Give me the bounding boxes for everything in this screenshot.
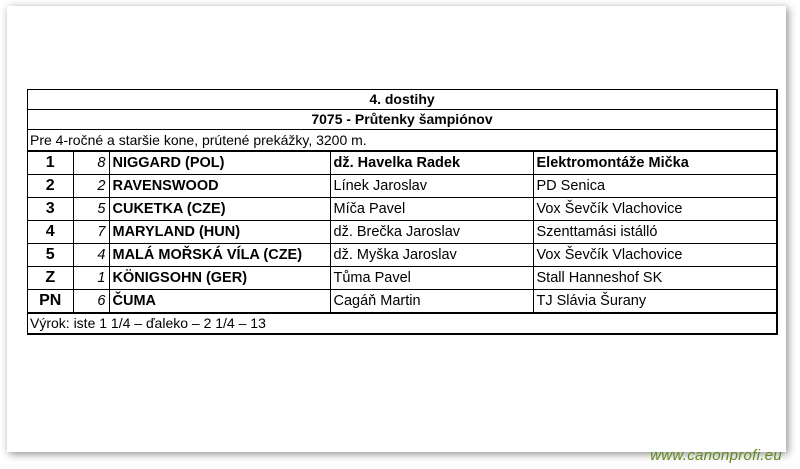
table-row	[28, 198, 776, 221]
horse-cell: KÖNIGSOHN (GER)	[109, 267, 330, 290]
jockey-cell: Cagáň Martin	[330, 290, 533, 313]
owner-cell: Stall Hanneshof SK	[533, 267, 776, 290]
saddle-number-cell: 5	[73, 198, 109, 221]
horse-cell: RAVENSWOOD	[109, 175, 330, 198]
saddle-number-cell: 7	[73, 221, 109, 244]
owner-cell: PD Senica	[533, 175, 776, 198]
jockey-cell: dž. Brečka Jaroslav	[330, 221, 533, 244]
results-table	[28, 152, 776, 313]
table-row	[28, 175, 776, 198]
place-cell: 5	[28, 244, 73, 267]
place-cell: Z	[28, 267, 73, 290]
jockey-cell: dž. Havelka Radek	[330, 152, 533, 175]
table-row	[28, 267, 776, 290]
owner-cell: Vox Ševčík Vlachovice	[533, 244, 776, 267]
jockey-cell: Línek Jaroslav	[330, 175, 533, 198]
horse-cell: NIGGARD (POL)	[109, 152, 330, 175]
saddle-number-cell: 4	[73, 244, 109, 267]
owner-cell: TJ Slávia Šurany	[533, 290, 776, 313]
saddle-number-cell: 8	[73, 152, 109, 175]
place-cell: PN	[28, 290, 73, 313]
horse-cell: MARYLAND (HUN)	[109, 221, 330, 244]
saddle-number-cell: 6	[73, 290, 109, 313]
horse-cell: CUKETKA (CZE)	[109, 198, 330, 221]
race-conditions: Pre 4-ročné a staršie kone, prútené prekážky, 3200 m.	[28, 130, 776, 152]
saddle-number-cell: 1	[73, 267, 109, 290]
table-row	[28, 290, 776, 313]
table-row	[28, 221, 776, 244]
place-cell: 4	[28, 221, 73, 244]
place-cell: 2	[28, 175, 73, 198]
watermark: www.canonprofi.eu	[650, 447, 782, 464]
race-number: 4. dostihy	[28, 90, 776, 110]
saddle-number-cell: 2	[73, 175, 109, 198]
horse-cell: ČUMA	[109, 290, 330, 313]
race-result-card	[27, 89, 778, 335]
owner-cell: Vox Ševčík Vlachovice	[533, 198, 776, 221]
owner-cell: Elektromontáže Mička	[533, 152, 776, 175]
race-verdict: Výrok: iste 1 1/4 – ďaleko – 2 1/4 – 13	[28, 313, 776, 333]
place-cell: 1	[28, 152, 73, 175]
jockey-cell: Míča Pavel	[330, 198, 533, 221]
jockey-cell: dž. Myška Jaroslav	[330, 244, 533, 267]
place-cell: 3	[28, 198, 73, 221]
table-row	[28, 244, 776, 267]
horse-cell: MALÁ MOŘSKÁ VÍLA (CZE)	[109, 244, 330, 267]
jockey-cell: Tůma Pavel	[330, 267, 533, 290]
table-row	[28, 152, 776, 175]
race-title: 7075 - Průtenky šampiónov	[28, 110, 776, 130]
owner-cell: Szenttamási istálló	[533, 221, 776, 244]
